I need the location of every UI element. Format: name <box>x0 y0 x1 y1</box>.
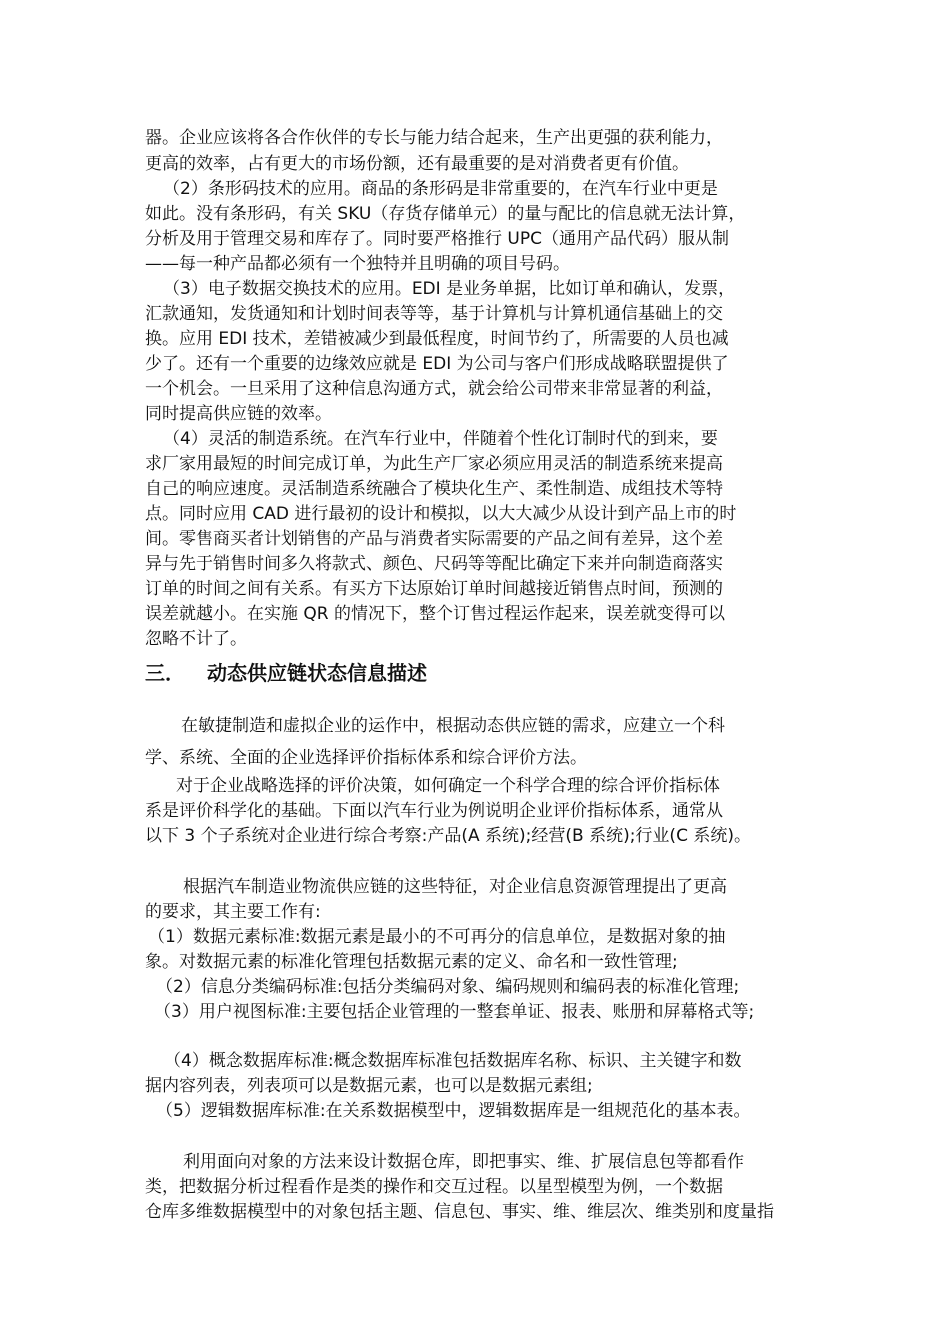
section-title: 动态供应链状态信息描述 <box>207 661 427 685</box>
text-line: 更高的效率，占有更大的市场份额，还有最重要的是对消费者更有价值。 <box>145 154 689 174</box>
text-line: （4）灵活的制造系统。在汽车行业中，伴随着个性化订制时代的到来，要 <box>163 429 718 449</box>
section-heading <box>145 659 427 687</box>
text-line: 换。应用 EDI 技术，差错被减少到最低程度，时间节约了，所需要的人员也减 <box>145 329 729 349</box>
text-line: 间。零售商买者计划销售的产品与消费者实际需要的产品之间有差异，这个差 <box>145 529 723 549</box>
text-line: 以下 3 个子系统对企业进行综合考察:产品(A 系统);经营(B 系统);行业(C 系统)。 <box>145 826 751 846</box>
text-line: 误差就越小。在实施 QR 的情况下，整个订售过程运作起来，误差就变得可以 <box>145 604 725 624</box>
text-line: 订单的时间之间有关系。有买方下达原始订单时间越接近销售点时间，预测的 <box>145 579 723 599</box>
text-line: 分析及用于管理交易和库存了。同时要严格推行 UPC（通用产品代码）服从制 <box>145 229 729 249</box>
text-line: 如此。没有条形码，有关 SKU（存货存储单元）的量与配比的信息就无法计算， <box>145 204 746 224</box>
text-line: 器。企业应该将各合作伙伴的专长与能力结合起来，生产出更强的获利能力， <box>145 128 723 148</box>
text-line: ——每一种产品都必须有一个独特并且明确的项目号码。 <box>145 254 570 274</box>
list-item: （1）数据元素标准:数据元素是最小的不可再分的信息单位，是数据对象的抽 <box>148 927 726 947</box>
text-line: 异与先于销售时间多久将款式、颜色、尺码等等配比确定下来并向制造商落实 <box>145 554 723 574</box>
text-line: 的要求，其主要工作有: <box>145 902 321 922</box>
text-line: 求厂家用最短的时间完成订单，为此生产厂家必须应用灵活的制造系统来提高 <box>145 454 723 474</box>
text-line: 忽略不计了。 <box>145 629 247 649</box>
text-line: （2）条形码技术的应用。商品的条形码是非常重要的，在汽车行业中更是 <box>163 179 718 199</box>
text-line: 类，把数据分析过程看作是类的操作和交互过程。以星型模型为例，一个数据 <box>145 1177 723 1197</box>
text-line: 学、系统、全面的企业选择评价指标体系和综合评价方法。 <box>145 748 587 768</box>
list-item: 象。对数据元素的标准化管理包括数据元素的定义、命名和一致性管理; <box>145 952 678 972</box>
text-line: 根据汽车制造业物流供应链的这些特征，对企业信息资源管理提出了更高 <box>183 877 727 897</box>
list-item: （5）逻辑数据库标准:在关系数据模型中，逻辑数据库是一组规范化的基本表。 <box>156 1101 751 1121</box>
text-line: 汇款通知，发货通知和计划时间表等等，基于计算机与计算机通信基础上的交 <box>145 304 723 324</box>
text-line: 系是评价科学化的基础。下面以汽车行业为例说明企业评价指标体系，通常从 <box>145 801 723 821</box>
list-item: （3）用户视图标准:主要包括企业管理的一整套单证、报表、账册和屏幕格式等; <box>154 1002 755 1022</box>
text-line: 一个机会。一旦采用了这种信息沟通方式，就会给公司带来非常显著的利益， <box>145 379 723 399</box>
text-line: 对于企业战略选择的评价决策，如何确定一个科学合理的综合评价指标体 <box>176 776 720 796</box>
text-line: 在敏捷制造和虚拟企业的运作中，根据动态供应链的需求，应建立一个科 <box>181 716 725 736</box>
list-item: （2）信息分类编码标准:包括分类编码对象、编码规则和编码表的标准化管理; <box>156 977 740 997</box>
list-item: 据内容列表，列表项可以是数据元素，也可以是数据元素组; <box>145 1076 593 1096</box>
list-item: （4）概念数据库标准:概念数据库标准包括数据库名称、标识、主关键字和数 <box>164 1051 742 1071</box>
text-line: 同时提高供应链的效率。 <box>145 404 332 424</box>
text-line: 点。同时应用 CAD 进行最初的设计和模拟，以大大减少从设计到产品上市的时 <box>145 504 737 524</box>
text-line: 利用面向对象的方法来设计数据仓库，即把事实、维、扩展信息包等都看作 <box>183 1152 744 1172</box>
text-line: 仓库多维数据模型中的对象包括主题、信息包、事实、维、维层次、维类别和度量指 <box>145 1202 774 1222</box>
text-line: （3）电子数据交换技术的应用。EDI 是业务单据，比如订单和确认，发票， <box>163 279 736 299</box>
text-line: 少了。还有一个重要的边缘效应就是 EDI 为公司与客户们形成战略联盟提供了 <box>145 354 729 374</box>
text-line: 自己的响应速度。灵活制造系统融合了模块化生产、柔性制造、成组技术等特 <box>145 479 723 499</box>
section-number: 三． <box>145 661 185 685</box>
